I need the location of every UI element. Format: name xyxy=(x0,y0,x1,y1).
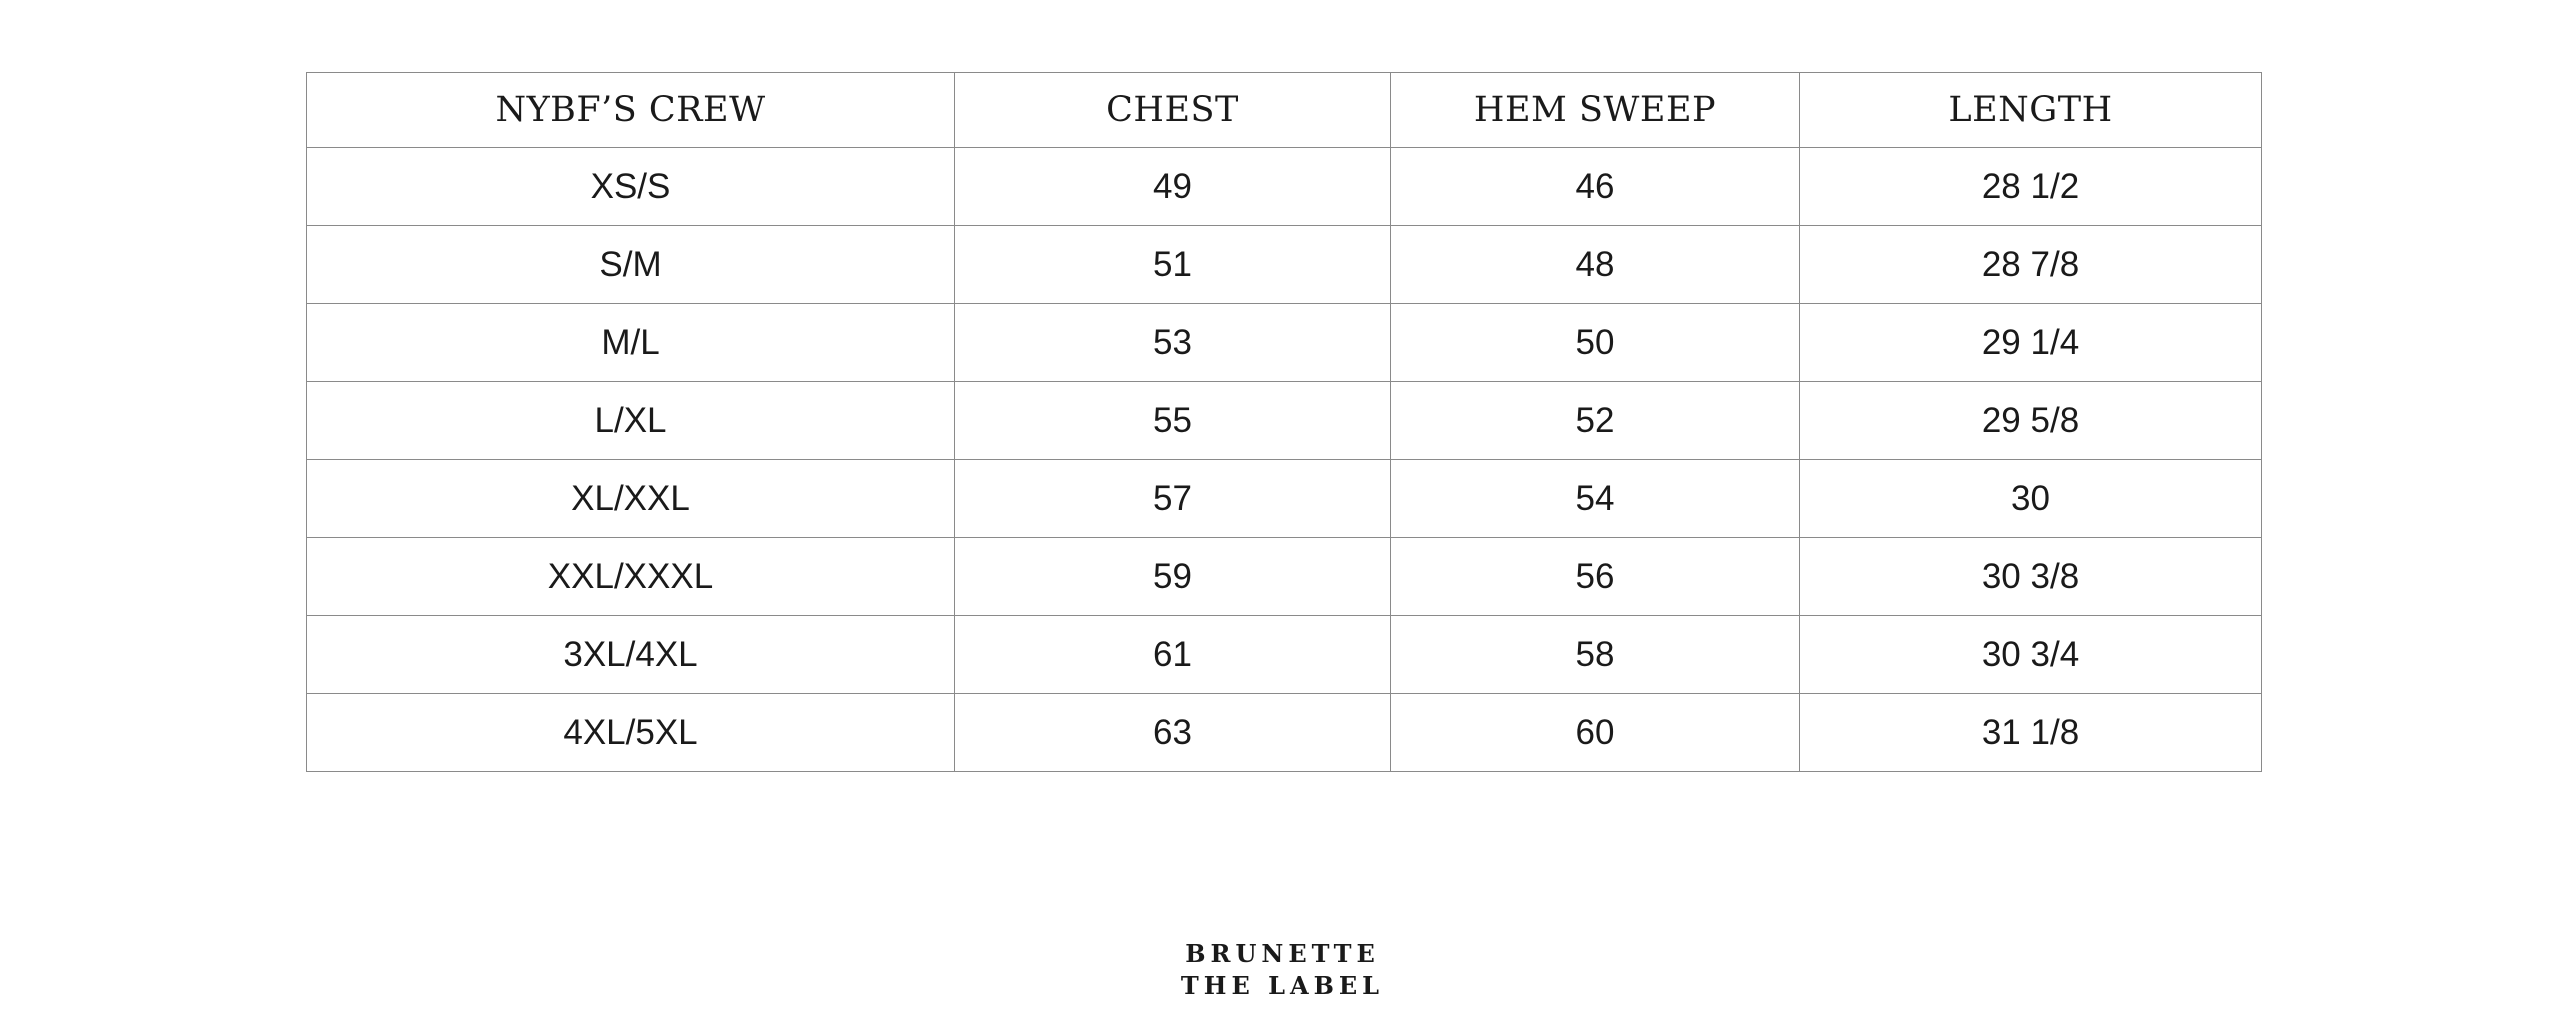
cell-chest: 57 xyxy=(955,460,1391,538)
header-row xyxy=(307,73,2262,148)
header-length: LENGTH xyxy=(1800,73,2262,148)
table-row xyxy=(307,538,2262,616)
cell-hem-sweep: 48 xyxy=(1391,226,1800,304)
cell-size: XS/S xyxy=(307,148,955,226)
cell-length: 30 3/8 xyxy=(1800,538,2262,616)
cell-size: M/L xyxy=(307,304,955,382)
header-hem-sweep: HEM SWEEP xyxy=(1391,73,1800,148)
cell-hem-sweep: 46 xyxy=(1391,148,1800,226)
cell-length: 28 7/8 xyxy=(1800,226,2262,304)
brand-line-2: THE LABEL xyxy=(1180,971,1385,1000)
cell-size: S/M xyxy=(307,226,955,304)
header-chest: CHEST xyxy=(955,73,1391,148)
brand-line-1: BRUNETTE xyxy=(1185,939,1380,968)
size-chart-body xyxy=(307,148,2262,772)
table-row xyxy=(307,226,2262,304)
cell-chest: 51 xyxy=(955,226,1391,304)
cell-length: 29 1/4 xyxy=(1800,304,2262,382)
cell-size: L/XL xyxy=(307,382,955,460)
cell-chest: 49 xyxy=(955,148,1391,226)
cell-chest: 63 xyxy=(955,694,1391,772)
brand-logo xyxy=(1080,938,1480,1002)
cell-size: XL/XXL xyxy=(307,460,955,538)
table-row xyxy=(307,694,2262,772)
cell-hem-sweep: 52 xyxy=(1391,382,1800,460)
cell-length: 31 1/8 xyxy=(1800,694,2262,772)
cell-size: 3XL/4XL xyxy=(307,616,955,694)
cell-size: 4XL/5XL xyxy=(307,694,955,772)
cell-hem-sweep: 58 xyxy=(1391,616,1800,694)
table-row xyxy=(307,304,2262,382)
cell-chest: 61 xyxy=(955,616,1391,694)
size-chart-table xyxy=(306,72,2262,772)
cell-length: 28 1/2 xyxy=(1800,148,2262,226)
cell-hem-sweep: 60 xyxy=(1391,694,1800,772)
cell-chest: 53 xyxy=(955,304,1391,382)
table-row xyxy=(307,616,2262,694)
size-chart-header xyxy=(307,73,2262,148)
cell-hem-sweep: 54 xyxy=(1391,460,1800,538)
cell-size: XXL/XXXL xyxy=(307,538,955,616)
cell-chest: 59 xyxy=(955,538,1391,616)
cell-hem-sweep: 56 xyxy=(1391,538,1800,616)
cell-chest: 55 xyxy=(955,382,1391,460)
cell-length: 30 xyxy=(1800,460,2262,538)
table-row xyxy=(307,382,2262,460)
cell-length: 29 5/8 xyxy=(1800,382,2262,460)
table-row xyxy=(307,460,2262,538)
cell-hem-sweep: 50 xyxy=(1391,304,1800,382)
cell-length: 30 3/4 xyxy=(1800,616,2262,694)
table-row xyxy=(307,148,2262,226)
header-size: NYBF’S CREW xyxy=(307,73,955,148)
